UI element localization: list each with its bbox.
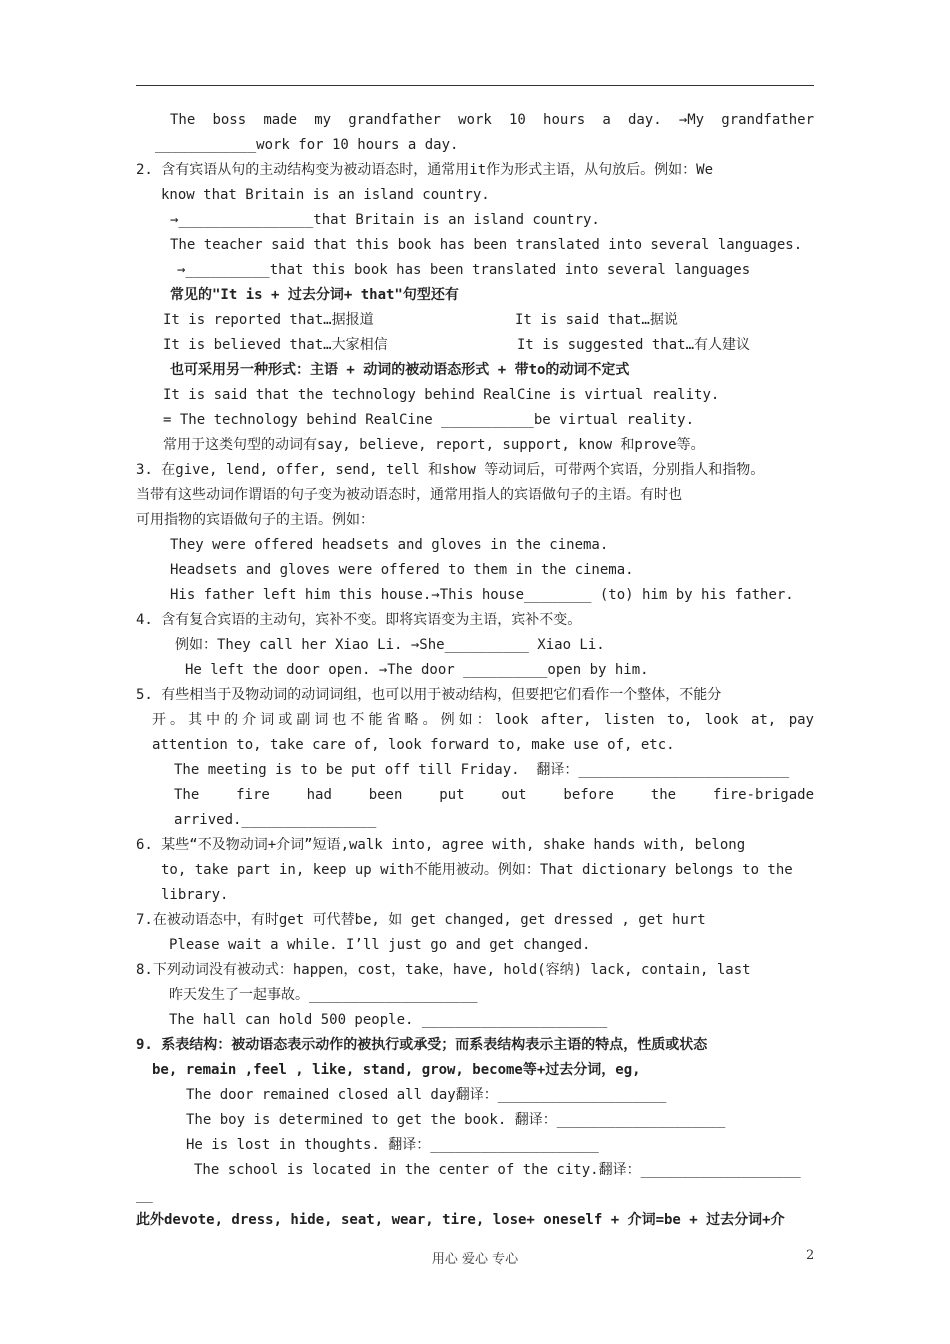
text-line: 4. 含有复合宾语的主动句，宾补不变。即将宾语变为主语，宾补不变。 xyxy=(136,612,582,628)
text-line: 6. 某些“不及物动词+介词”短语,walk into, agree with, shake hands with, belong xyxy=(136,837,746,853)
section-heading: 常见的"It is + 过去分词+ that"句型还有 xyxy=(170,287,459,303)
text-line: It is said that the technology behind RealCine is virtual reality. xyxy=(163,387,720,403)
text-line: ____________work for 10 hours a day. xyxy=(155,137,459,153)
section-heading: 此外devote, dress, hide, seat, wear, tire, lose+ oneself + 介词=be + 过去分词+介 xyxy=(136,1212,785,1228)
text-line: →________________that Britain is an island country. xyxy=(170,212,600,228)
text-line: attention to, take care of, look forward to, make use of, etc. xyxy=(152,737,675,753)
text-line: They were offered headsets and gloves in the cinema. xyxy=(170,537,609,553)
text-line: 2. 含有宾语从句的主动结构变为被动语态时，通常用it作为形式主语，从句放后。例如：We xyxy=(136,162,713,178)
text-line: The hall can hold 500 people. ______________________ xyxy=(169,1012,608,1028)
text-line: 当带有这些动词作谓语的句子变为被动语态时，通常用指人的宾语做句子的主语。有时也 xyxy=(136,487,682,503)
text-line: arrived.________________ xyxy=(174,812,377,828)
header-rule xyxy=(136,85,814,86)
text-line: The teacher said that this book has been translated into several languages. xyxy=(170,237,803,253)
text-line: Please wait a while. I’ll just go and get changed. xyxy=(169,937,591,953)
text-line: It is reported that…据报道 xyxy=(163,312,374,328)
text-line: library. xyxy=(161,887,229,903)
section-heading: 也可采用另一种形式：主语 + 动词的被动语态形式 + 带to的动词不定式 xyxy=(170,362,630,378)
text-line: It is believed that…大家相信 xyxy=(163,337,388,353)
text-line: know that Britain is an island country. xyxy=(161,187,490,203)
text-line: He left the door open. →The door __________open by him. xyxy=(185,662,649,678)
text-line: The fire had been put out before the fire-brigade xyxy=(174,787,814,803)
text-line: = The technology behind RealCine ___________be virtual reality. xyxy=(163,412,695,428)
page-footer: 用心 爱心 专心 xyxy=(431,1252,519,1267)
page-number: 2 xyxy=(806,1248,815,1263)
text-line: 可用指物的宾语做句子的主语。例如： xyxy=(136,512,374,528)
text-line: →__________that this book has been translated into several languages xyxy=(177,262,751,278)
text-line: 常用于这类句型的动词有say, believe, report, support, know 和prove等。 xyxy=(163,437,705,453)
text-line: 开。其中的介词或副词也不能省略。例如：look after, listen to, look at, pay xyxy=(152,712,814,728)
text-line: The meeting is to be put off till Friday. 翻译：_________________________ xyxy=(174,762,790,778)
text-line: The school is located in the center of the city.翻译：___________________ xyxy=(194,1162,801,1178)
text-line: __ xyxy=(136,1187,153,1203)
text-line: The boy is determined to get the book. 翻译：____________________ xyxy=(186,1112,726,1128)
text-line: The boss made my grandfather work 10 hours a day. →My grandfather xyxy=(170,112,814,128)
text-line: The door remained closed all day翻译：____________________ xyxy=(186,1087,667,1103)
text-line: 昨天发生了一起事故。____________________ xyxy=(169,987,478,1003)
text-line: 3. 在give, lend, offer, send, tell 和show 等动词后，可带两个宾语，分别指人和指物。 xyxy=(136,462,765,478)
text-line: His father left him this house.→This house________ (to) him by his father. xyxy=(170,587,794,603)
text-line: to, take part in, keep up with不能用被动。例如：That dictionary belongs to the xyxy=(161,862,793,878)
text-line: It is said that…据说 xyxy=(515,312,678,328)
section-heading: 9. 系表结构：被动语态表示动作的被执行或承受；而系表结构表示主语的特点，性质或状态 xyxy=(136,1037,708,1053)
text-line: 8.下列动词没有被动式：happen，cost，take，have, hold(容纳) lack, contain, last xyxy=(136,962,751,978)
text-line: It is suggested that…有人建议 xyxy=(517,337,751,353)
text-line: 例如：They call her Xiao Li. →She__________ Xiao Li. xyxy=(175,637,605,653)
text-line: 5. 有些相当于及物动词的动词词组，也可以用于被动结构，但要把它们看作一个整体，不能分 xyxy=(136,687,722,703)
text-line: 7.在被动语态中，有时get 可代替be, 如 get changed, get dressed , get hurt xyxy=(136,912,706,928)
text-line: Headsets and gloves were offered to them in the cinema. xyxy=(170,562,634,578)
text-line: He is lost in thoughts. 翻译：____________________ xyxy=(186,1137,599,1153)
section-heading: be, remain ,feel , like, stand, grow, become等+过去分词，eg, xyxy=(152,1062,641,1078)
